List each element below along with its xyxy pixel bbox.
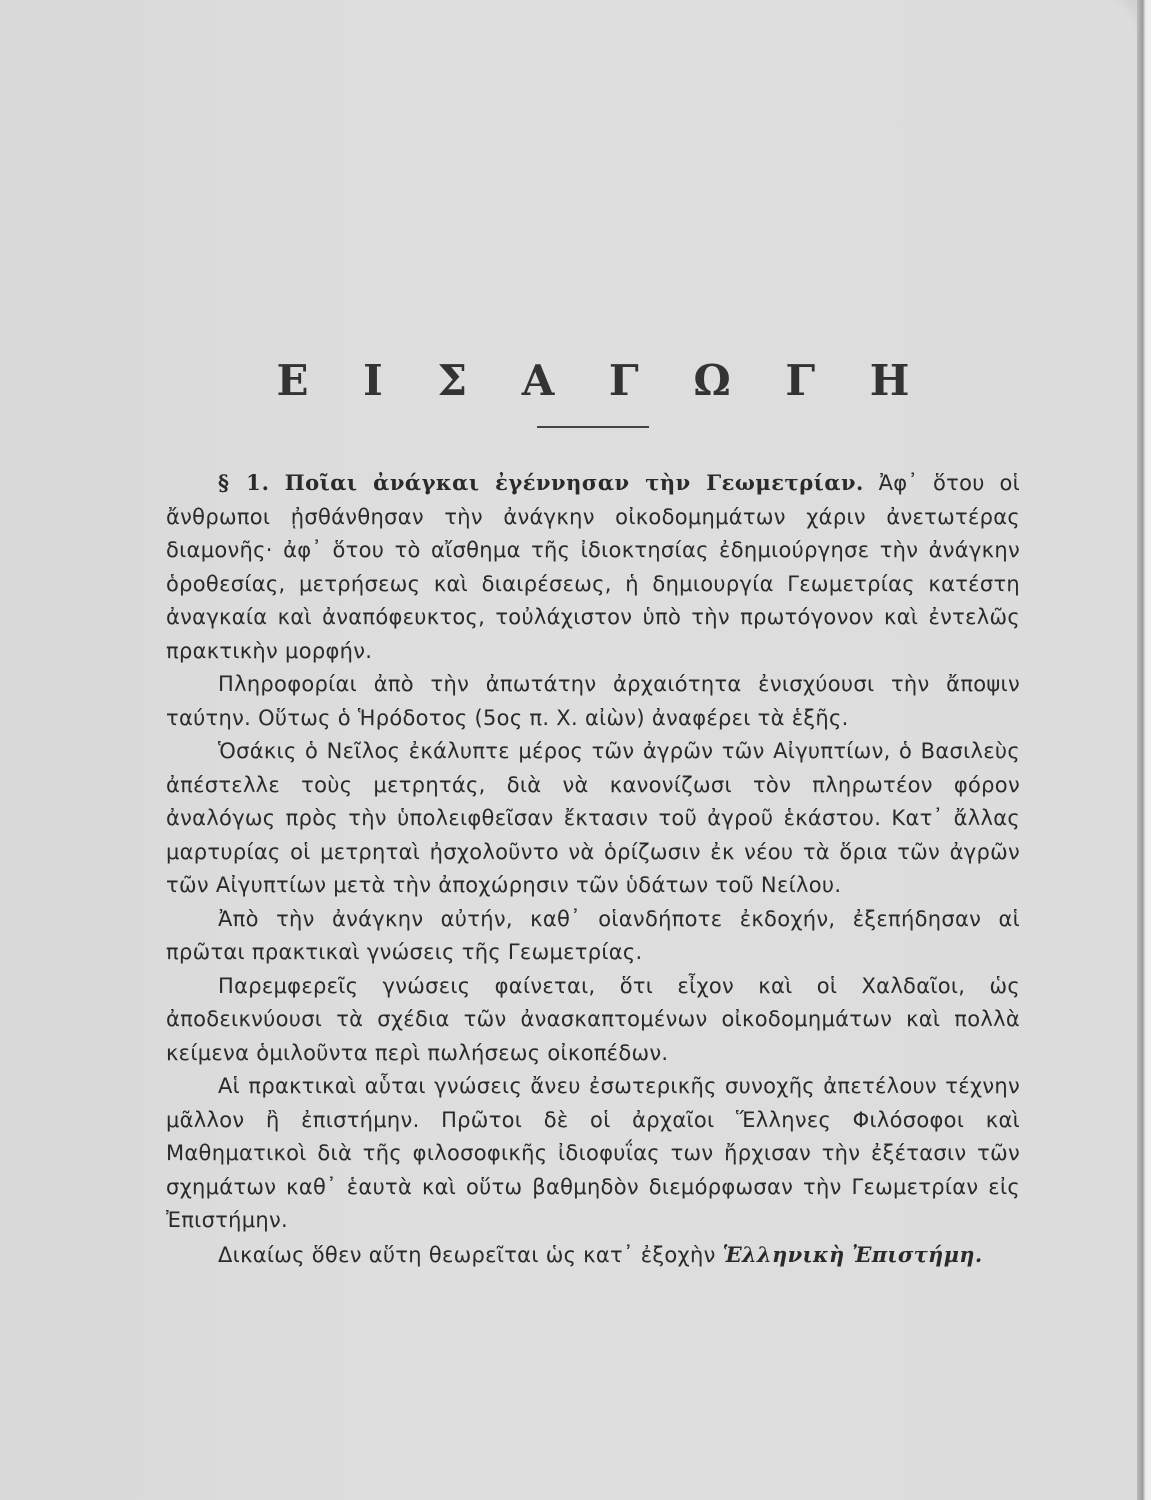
body-text [166,466,1020,1272]
paragraph-5: Παρεμφερεῖς γνώσεις φαίνεται, ὅτι εἶχον καὶ οἱ Χαλδαῖοι, ὡς ἀποδεικνύουσι τὰ σχέδια τῶν ἀνασκαπτομένων οἰκοδομημάτων καὶ πολλὰ κείμενα ὁμιλοῦντα περὶ πωλήσεως οἰκοπέδων. [166,973,1020,1065]
section-label: § 1. [218,470,270,495]
paragraph-text: Ἀφ᾿ ὅτου οἱ ἄνθρωποι ᾐσθάνθησαν τὴν ἀνάγκην οἰκοδομημάτων χάριν ἀνετωτέρας διαμονῆς· ἀφ᾿ ὅτου τὸ αἴσθημα τῆς ἰδιοκτησίας ἐδημιούργησε τὴν ἀνάγκην ὁροθεσίας, μετρήσεως καὶ διαιρέσεως, ἡ δημιουργία Γεωμετρίας κατέστη ἀναγκαία καὶ ἀναπόφευκτος, τοὐλάχιστον ὑπὸ τὴν πρωτόγονον καὶ ἐντελῶς πρακτικὴν μορφήν. [166,471,1021,663]
emphasized-phrase: Ἑλληνικὴ Ἐπιστήμη. [722,1241,983,1267]
page-title: Ε Ι Σ Α Γ Ω Γ Η [276,356,930,405]
paragraph-7 [166,1238,1020,1273]
paragraph-text: Δικαίως ὅθεν αὕτη θεωρεῖται ὡς κατ᾿ ἐξοχὴν [218,1242,723,1267]
section-heading: Ποῖαι ἀνάγκαι ἐγέννησαν τὴν Γεωμετρίαν. [284,470,864,495]
paragraph-3: Ὁσάκις ὁ Νεῖλος ἐκάλυπτε μέρος τῶν ἀγρῶν τῶν Αἰγυπτίων, ὁ Βασιλεὺς ἀπέστελλε τοὺς μετρητάς, διὰ νὰ κανονίζωσι τὸν πληρωτέον φόρον ἀναλόγως πρὸς τὴν ὑπολειφθεῖσαν ἔκτασιν τοῦ ἀγροῦ ἑκάστου. Κατ᾿ ἄλλας μαρτυρίας οἱ μετρηταὶ ἠσχολοῦντο νὰ ὁρίζωσιν ἐκ νέου τὰ ὅρια τῶν ἀγρῶν τῶν Αἰγυπτίων μετὰ τὴν ἀποχώρησιν τῶν ὑδάτων τοῦ Νείλου. [166,739,1020,897]
page-content [166,350,1020,1272]
paragraph-4: Ἀπὸ τὴν ἀνάγκην αὐτήν, καθ᾿ οἱανδήποτε ἐκδοχήν, ἐξεπήδησαν αἱ πρῶται πρακτικαὶ γνώσεις τῆς Γεωμετρίας. [166,906,1020,964]
page-edge [1137,0,1151,1500]
paragraph-1 [166,466,1020,668]
page-corner [1090,0,1140,40]
title-divider [537,426,649,428]
paragraph-6: Αἱ πρακτικαὶ αὗται γνώσεις ἄνευ ἐσωτερικῆς συνοχῆς ἀπετέλουν τέχνην μᾶλλον ἢ ἐπιστήμην. Πρῶτοι δὲ οἱ ἀρχαῖοι Ἕλληνες Φιλόσοφοι καὶ Μαθηματικοὶ διὰ τῆς φιλοσοφικῆς ἰδιοφυΐας των ἤρχισαν τὴν ἐξέτασιν τῶν σχημάτων καθ᾿ ἑαυτὰ καὶ οὕτω βαθμηδὸν διεμόρφωσαν τὴν Γεωμετρίαν εἰς Ἐπιστήμην. [166,1074,1020,1232]
paragraph-2: Πληροφορίαι ἀπὸ τὴν ἀπωτάτην ἀρχαιότητα ἐνισχύουσι τὴν ἄποψιν ταύτην. Οὕτως ὁ Ἡρόδοτος (5ος π. Χ. αἰὼν) ἀναφέρει τὰ ἑξῆς. [166,672,1020,730]
